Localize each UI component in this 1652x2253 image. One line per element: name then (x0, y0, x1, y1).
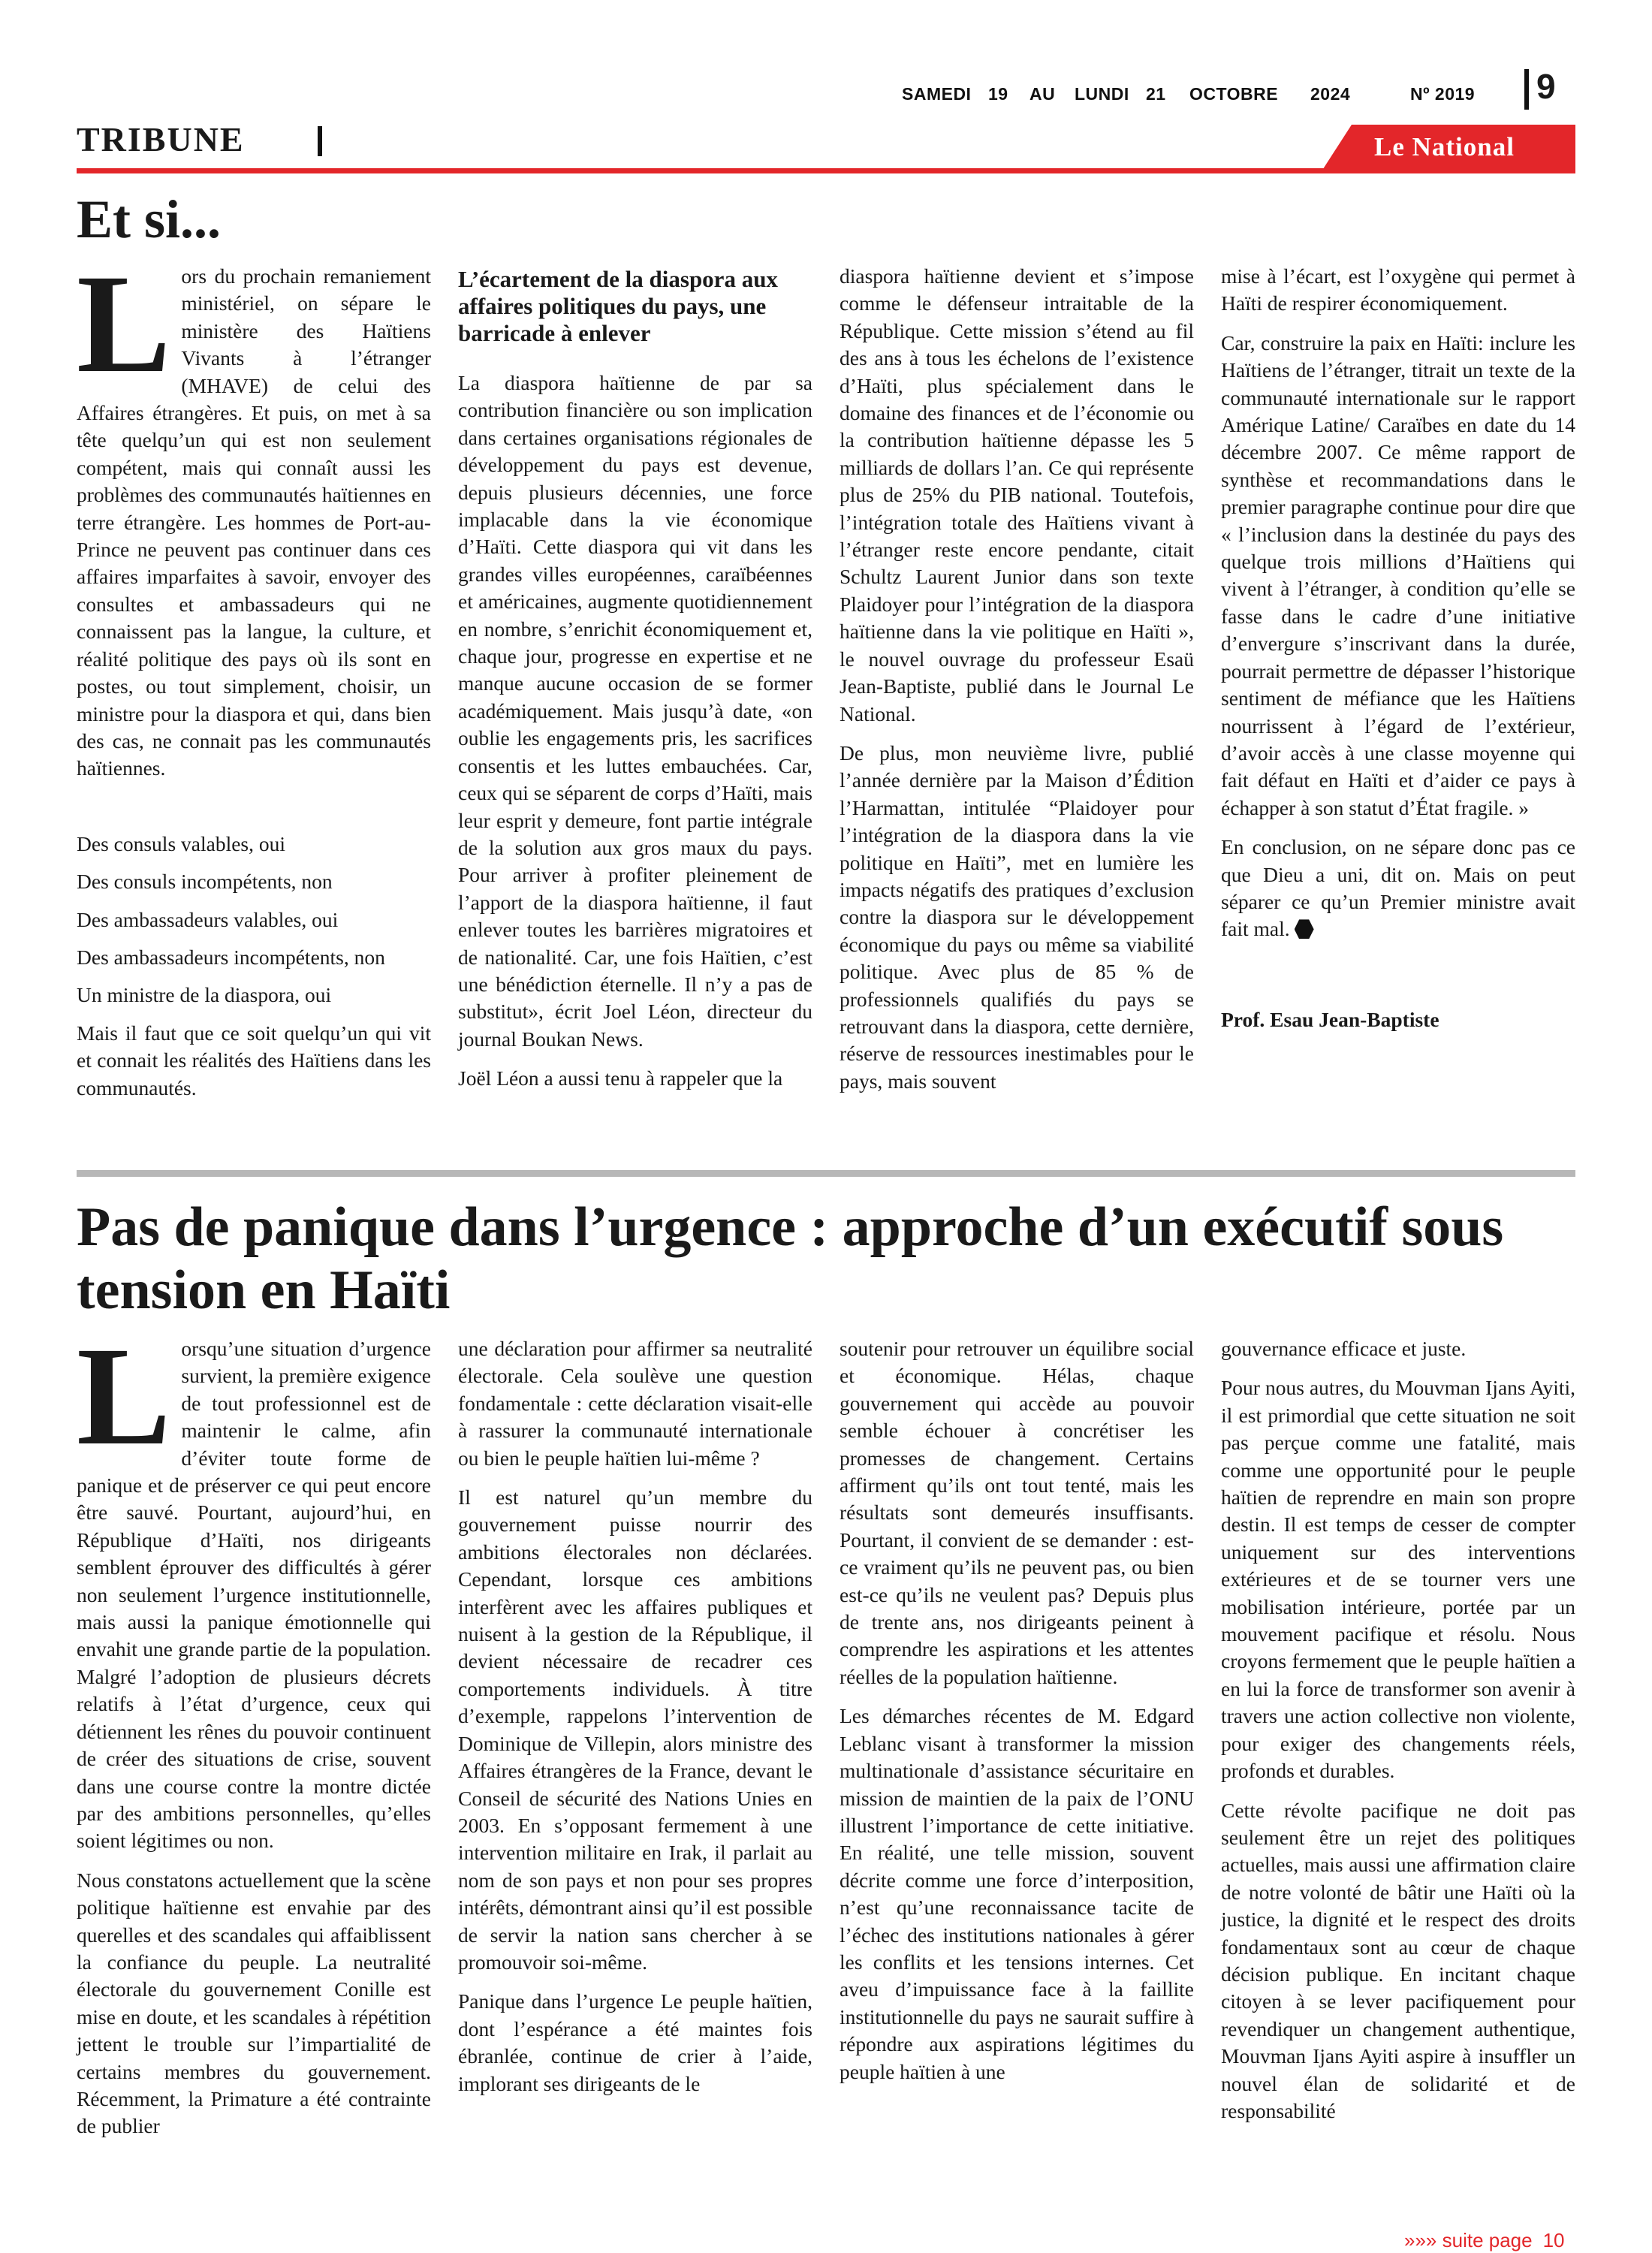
list-item: Un ministre de la diaspora, oui (77, 983, 332, 1007)
article1-column-1 (77, 245, 431, 1114)
paragraph: Il est naturel qu’un membre du gouvernement puisse nourrir des ambitions électorales non déclarées. Cependant, lorsque ces ambitions interfèrent avec les affaires publiques et nuisent à la gestion de la République, il devient nécessaire de recadrer ces comportements individuels. À titre d’exemple, rappelons l’intervention de Dominique de Villepin, alors ministre des Affaires étrangères de la France, devant le Conseil de sécurité des Nations Unies en 2003. En s’opposant fermement à une intervention militaire en Irak, il parlait au nom de son pays et non pour ses propres intérêts, démontrant ainsi qu’il est possible de servir la nation sans chercher à se promouvoir soi-même. (458, 1485, 812, 1974)
page-number: 9 (1536, 67, 1556, 106)
paragraph: ors du prochain remaniement ministériel, on sépare le ministère des Haïtiens Vivants à l’étranger (MHAVE) de celui des Affaires étrangères. Et puis, on met à sa tête quelqu’un qui est non seulement compétent, mais qui connaît aussi les problèmes des communautés haïtiennes en terre étrangère. Les hommes de Port-au-Prince ne peuvent pas continuer dans ces affaires imparfaites à savoir, envoyer des consultes et ambassadeurs qui ne connaissent pas la langue, la culture, et réalité politique des pays où ils sont en postes, ou tout simplement, choisir, un ministre pour la diaspora et qui, dans bien des cas, ne connait pas les communautés haïtiennes. (77, 264, 431, 780)
issue-number: Nº 2019 (1410, 84, 1476, 104)
continuation-label: »»» suite page (1404, 2229, 1533, 2251)
date-day-from: SAMEDI (902, 84, 972, 104)
section-divider (318, 126, 322, 156)
article1-column-4 (1221, 263, 1575, 1045)
article2-column-3 (840, 1335, 1194, 2098)
continuation-link[interactable] (1404, 2229, 1565, 2252)
paragraph: Joël Léon a aussi tenu à rappeler que la (458, 1066, 783, 1090)
publication-name: Le National (1374, 132, 1515, 161)
paragraph: diaspora haïtienne devient et s’impose comme le défenseur intraitable de la République. Cette mission s’étend au fil des ans à tous les échelons de l’existence d’Haïti, plus spécialement dans le domaine des finances et de l’économie ou la contribution haïtienne dépasse les 5 milliards de dollars l’an. Ce qui représente plus de 25% du PIB national. Toutefois, l’intégration totale des Haïtiens vivant à l’étranger reste encore pendante, citait Schultz Laurent Junior dans son texte Plaidoyer pour l’intégration de la diaspora haïtienne dans la vie politique en Haïti », le nouvel ouvrage du professeur Esaü Jean-Baptiste, publié dans le Journal Le National. (840, 264, 1194, 725)
page-number-divider (1524, 69, 1529, 110)
conclusion-text: En conclusion, on ne sépare donc pas ce que Dieu a uni, dit on. Mais on peut séparer ce qu’un Premier ministre avait fait mal. (1221, 835, 1575, 941)
article2-title: Pas de panique dans l’urgence : approche d’un exécutif sous tension en Haïti (77, 1196, 1504, 1321)
article2-column-1 (77, 1317, 431, 2152)
paragraph (1221, 834, 1575, 943)
author-signature: Prof. Esau Jean-Baptiste (1221, 1007, 1439, 1031)
paragraph: une déclaration pour affirmer sa neutralité électorale. Cela soulève une question fondamentale : cette déclaration visait-elle à rassurer la communauté internationale ou bien le peuple haïtien lui-même ? (458, 1337, 812, 1470)
drop-cap: L (77, 245, 171, 402)
paragraph: De plus, mon neuvième livre, publié l’année dernière par la Maison d’Édition l’Harmattan, intitulée “Plaidoyer pour l’intégration de la diaspora dans la vie politique en Haïti”, met en lumière les impacts négatifs des pratiques d’exclusion contre la diaspora sur le développement économique du pays ou même sa viabilité politique. Avec plus de 85 % de professionnels qualifiés du pays se retrouvant dans la diaspora, cette dernière, réserve de ressources inestimables pour le pays, mais souvent (840, 740, 1194, 1093)
article2-column-2 (458, 1335, 812, 2110)
article-separator (77, 1170, 1575, 1177)
list-item: Des ambassadeurs valables, oui (77, 907, 339, 931)
date-day-from-num: 19 (988, 84, 1008, 104)
paragraph: orsqu’une situation d’urgence survient, la première exigence de tout professionnel est de maintenir le calme, afin d’éviter toute forme de panique et de préserver ce qui peut encore être sauvé. Pourtant, aujourd’hui, en République d’Haïti, nos dirigeants semblent éprouver des difficultés à gérer non seulement l’urgence institutionnelle, mais aussi la panique émotionnelle qui envahit une grande partie de la population. Malgré l’adoption de plusieurs décrets relatifs à l’état d’urgence, ceux qui détiennent les rênes du pouvoir continuent de créer des situations de crise, souvent dans une course contre la montre dictée par des ambitions personnelles, qu’elles soient légitimes ou non. (77, 1337, 431, 1853)
date-au: AU (1029, 84, 1056, 104)
paragraph: Mais il faut que ce soit quelqu’un qui vit et connait les réalités des Haïtiens dans les communautés. (77, 1021, 431, 1099)
article1-subheading: L’écartement de la diaspora aux affaires politiques du pays, une barricade à enlever (458, 266, 778, 346)
list-item: Des ambassadeurs incompétents, non (77, 945, 385, 969)
article1-title: Et si... (77, 189, 222, 249)
paragraph: gouvernance efficace et juste. (1221, 1337, 1467, 1360)
continuation-page: 10 (1542, 2229, 1565, 2251)
article1-column-3 (840, 263, 1194, 1107)
list-item: Des consuls incompétents, non (77, 870, 333, 894)
section-title: TRIBUNE (77, 120, 245, 158)
article1-column-2 (458, 266, 812, 1105)
paragraph: Nous constatons actuellement que la scène politique haïtienne est envahie par des querelles et des scandales qui affaiblissent la confiance du peuple. La neutralité électorale du gouvernement Conille est mise en doute, et les scandales à répétition jettent le trouble sur l’impartialité de certains membres du gouvernement. Récemment, la Primature a été contrainte de publier (77, 1868, 431, 2138)
paragraph: La diaspora haïtienne de par sa contribution financière ou son implication dans certaines organisations régionales de développement du pays est devenue, depuis plusieurs décennies, une force implacable dans la vie économique d’Haïti. Cette diaspora qui vit dans les grandes villes européennes, caraïbéennes et américaines, augmente quotidiennement en nombre, s’enrichit économiquement et, chaque jour, progresse en expertise et ne manque aucune occasion de se former académiquement. Mais jusqu’à date, «on oublie les engagements pris, les sacrifices consentis et les luttes embauchées. Car, ceux qui se séparent de corps d’Haïti, mais leur esprit y demeure, font partie intégrale de la solution aux gros maux du pays. Pour arriver à profiter pleinement de l’apport de la diaspora haïtienne, il faut enlever toutes les barrières migratoires et de nationalité. Car, une fois Haïtien, c’est une bénédiction éternelle. Il n’y a pas de substitut», écrit Joel Léon, directeur du journal Boukan News. (458, 371, 812, 1051)
paragraph: Panique dans l’urgence Le peuple haïtien, dont l’espérance a été maintes fois ébranlée, continue de crier à l’aide, implorant ses dirigeants de le (458, 1989, 812, 2095)
paragraph: mise à l’écart, est l’oxygène qui permet à Haïti de respirer économiquement. (1221, 264, 1575, 315)
date-year: 2024 (1310, 84, 1351, 104)
paragraph: Pour nous autres, du Mouvman Ijans Ayiti, il est primordial que cette situation ne soit pas perçue comme une fatalité, mais comme une opportunité pour le peuple haïtien de reprendre en main son propre destin. Il est temps de cesser de compter uniquement sur des interventions extérieures et de se tourner vers une mobilisation intérieure, portée par un mouvement pacifique et résolu. Nous croyons fermement que le peuple haïtien a en lui la force de transformer son avenir à travers une action collective non violente, pour exiger des changements réels, profonds et durables. (1221, 1376, 1575, 1783)
drop-cap: L (77, 1317, 171, 1474)
header-rule (77, 168, 1575, 173)
paragraph: Les démarches récentes de M. Edgard Leblanc visant à transformer la mission multinationale d’assistance sécuritaire en mission de maintien de la paix de l’ONU illustrent l’importance de cette initiative. En réalité, une telle mission, souvent décrite comme une force d’interposition, n’est qu’une reconnaissance tacite de l’échec des institutions nationales à gérer les conflits et les tensions internes. Cet aveu d’impuissance face à la faillite institutionnelle du pays ne saurait suffire à répondre aux aspirations légitimes du peuple haïtien à une (840, 1704, 1194, 2083)
paragraph: Cette révolte pacifique ne doit pas seulement être un rejet des politiques actuelles, mais aussi une affirmation claire de notre volonté de bâtir une Haïti où la justice, la dignité et le respect des droits fondamentaux sont au cœur de chaque décision publique. En incitant chaque citoyen à se lever pacifiquement pour revendiquer un changement authentique, Mouvman Ijans Ayiti aspire à insuffler un nouvel élan de solidarité et de responsabilité (1221, 1798, 1575, 2122)
date-day-to-num: 21 (1146, 84, 1166, 104)
paragraph: Car, construire la paix en Haïti: inclure les Haïtiens de l’étranger, titrait un texte de la communauté internationale sur le rapport Amérique Latine/ Caraïbes en date du 14 décembre 2007. Ce même rapport de synthèse et recommandations dans le premier paragraphe continue pour dire que « l’inclusion dans la destinée du pays des quelque trois millions d’Haïtiens qui vivent à l’étranger, à condition qu’elle se fasse dans le cadre d’une initiative d’envergure s’inscrivant dans la durée, pourrait permettre de dépasser l’historique sentiment de méfiance que les Haïtiens nourrissent à l’égard de l’extérieur, d’avoir accès à une classe moyenne qui fait défaut en Haïti et d’aider ce pays à échapper à son statut d’État fragile. » (1221, 330, 1575, 819)
date-day-to: LUNDI (1075, 84, 1129, 104)
paragraph: soutenir pour retrouver un équilibre social et économique. Hélas, chaque gouvernement qui accède au pouvoir semble échouer à concrétiser les promesses de changement. Certains affirment qu’ils ont tout tenté, mais les résultats sont demeurés insuffisants. Pourtant, il convient de se demander : est-ce vraiment qu’ils ne peuvent pas, ou bien est-ce qu’ils ne veulent pas? Depuis plus de trente ans, nos dirigeants peinent à comprendre les aspirations et les attentes réelles de la population haïtienne. (840, 1337, 1194, 1688)
end-mark-icon (1295, 919, 1314, 939)
list (77, 831, 431, 1009)
article2-column-4 (1221, 1335, 1575, 2137)
date-month: OCTOBRE (1189, 84, 1279, 104)
list-item: Des consuls valables, oui (77, 831, 286, 855)
